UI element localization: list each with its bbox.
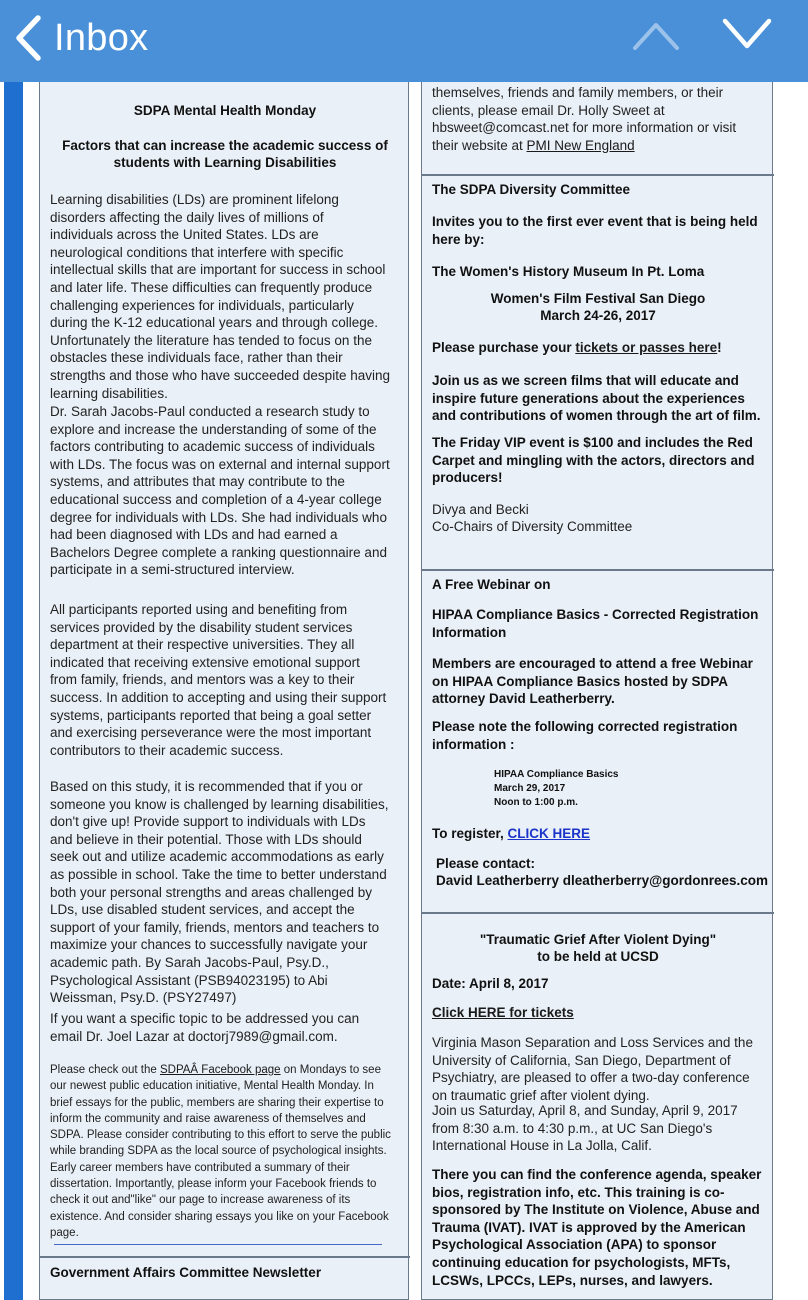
grief-tickets-link[interactable]: Click HERE for tickets: [432, 1005, 574, 1020]
webinar-heading: A Free Webinar on: [432, 577, 551, 592]
film-festival-name: Women's Film Festival San Diego: [490, 291, 706, 306]
diversity-signoff-names: Divya and Becki: [432, 502, 529, 517]
article-title: SDPA Mental Health Monday: [133, 103, 317, 118]
paragraph-findings: All participants reported using and benefiting from services provided by the disability student services department at their respective universities. They all indicated that receiving extensive emotional support from family, friends, and mentors was a key to their success. In addition to accepting and using their support systems, participants reported that being a goal setter and exercising perseverance were the most important contributors to their academic success.: [50, 602, 387, 758]
grief-date: Date: April 8, 2017: [432, 976, 549, 991]
next-message-button[interactable]: [722, 16, 772, 52]
pmi-new-england-link[interactable]: PMI New England: [526, 137, 635, 153]
top-navigation-bar: [0, 0, 808, 82]
grief-description: Virginia Mason Separation and Loss Services and the University of California, San Diego, Department of Psychiatry, are pleased to offer a two-day conference on traumatic grief after violent dying.: [432, 1035, 753, 1103]
government-affairs-heading: Government Affairs Committee Newsletter: [50, 1265, 322, 1280]
left-column: [39, 82, 409, 1300]
grief-tickets-line: [432, 1004, 762, 1022]
section-divider-grief: [422, 912, 774, 914]
purchase-tickets-line: Please purchase your tickets or passes here!: [432, 340, 722, 355]
pmi-continued-paragraph: themselves, friends and family members, or their clients, please email Dr. Holly Sweet at hbsweet@comcast.net for more information or visit their website at PMI New England: [432, 85, 737, 153]
back-label: Inbox: [54, 16, 149, 59]
webinar-detail-time: Noon to 1:00 p.m.: [494, 797, 578, 808]
message-body[interactable]: [23, 82, 808, 1300]
webinar-detail-date: March 29, 2017: [494, 783, 566, 794]
column-separator: [40, 1256, 410, 1258]
section-divider: [54, 1244, 382, 1245]
paragraph-study: Dr. Sarah Jacobs-Paul conducted a research study to explore and increase the understanding of some of the factors contributing to academic success of individuals with LDs. The focus was on external and internal support systems, and attributes that may contribute to the educational success and completion of a 4-year college degree for individuals with LDs. She had individuals who had been diagnosed with LDs and had earned a Bachelors Degree complete a ranking questionnaire and participate in a semi-structured interview.: [50, 404, 390, 578]
contact-value: David Leatherberry dleatherberry@gordonrees.com: [436, 873, 769, 888]
article-subtitle-line-2: students with Learning Disabilities: [113, 155, 337, 170]
diversity-heading: The SDPA Diversity Committee: [432, 182, 631, 197]
grief-title-line-2: to be held at UCSD: [537, 949, 659, 964]
diversity-signoff-title: Co-Chairs of Diversity Committee: [432, 519, 633, 534]
vip-event-paragraph: The Friday VIP event is $100 and includes the Red Carpet and mingling with the actors, directors and producers!: [432, 435, 755, 486]
diversity-join-paragraph: Join us as we screen films that will educate and inspire future generations about the experiences and contributions of women through the art of film.: [432, 373, 761, 424]
paragraph-facebook: Please check out the SDPAÂ Facebook page on Mondays to see our newest public education initiative, Mental Health Monday. In brief essays for the public, members are sharing their expertise to inform the community and raise awareness of themselves and SDPA. Please consider contributing to this effort to serve the public while branding SDPA as the local source of psychological insights. Early career members have contributed a summary of their dissertation. Importantly, please inform your Facebook friends to check it out and"like" our page to increase awareness of its existence. And consider sharing essays you like on your Facebook page.: [50, 1064, 391, 1239]
section-divider-diversity: [422, 174, 774, 176]
contact-label: Please contact:: [436, 856, 536, 871]
previous-message-button[interactable]: [632, 18, 680, 52]
paragraph-contact-email: If you want a specific topic to be addressed you can email Dr. Joel Lazar at doctorj7989@gmail.com.: [50, 1011, 360, 1044]
webinar-note: Please note the following corrected registration information :: [432, 719, 738, 752]
section-divider-webinar: [422, 569, 774, 571]
diversity-invite: Invites you to the first ever event that is being held here by:: [432, 214, 758, 247]
webinar-detail-title: HIPAA Compliance Basics: [494, 769, 619, 780]
diversity-venue: The Women's History Museum In Pt. Loma: [432, 264, 705, 279]
message-accent-stripe: [4, 82, 23, 1300]
back-to-inbox-button[interactable]: [14, 10, 148, 66]
register-line: To register, CLICK HERE: [432, 826, 591, 841]
click-here-register-link[interactable]: CLICK HERE: [507, 826, 591, 841]
paragraph-intro: Learning disabilities (LDs) are prominent lifelong disorders affecting the daily lives of millions of individuals across the United States. LDs are neurological conditions that interfere with specific intellectual skills that are important for success in school and later life. These difficulties can frequently produce challenging experiences for individuals, particularly during the K-12 educational years and through college. Unfortunately the literature has tended to focus on the obstacles these individuals face, rather than their strengths and those who have succeeded despite having learning disabilities.: [50, 192, 390, 401]
article-subtitle-line-1: Factors that can increase the academic success of: [62, 138, 388, 153]
webinar-title: HIPAA Compliance Basics - Corrected Registration Information: [432, 607, 759, 640]
grief-agenda-paragraph: There you can find the conference agenda, speaker bios, registration info, etc. This training is co-sponsored by The Institute on Violence, Abuse and Trauma (IVAT). IVAT is approved by the American Psychological Association (APA) to sponsor continuing education for psychologists, MFTs, LCSWs, LPCCs, LEPs, nurses, and lawyers.: [432, 1167, 762, 1288]
grief-schedule: Join us Saturday, April 8, and Sunday, April 9, 2017 from 8:30 a.m. to 4:30 p.m., at UC San Diego's International House in La Jolla, Calif.: [432, 1103, 738, 1154]
facebook-page-link[interactable]: SDPAÂ Facebook page: [159, 1064, 281, 1076]
paragraph-recommendations: Based on this study, it is recommended that if you or someone you know is challenged by learning disabilities, don't give up! Provide support to individuals with LDs and believe in their potential. Those with LDs should seek out and utilize academic accommodations as early as possible in school. Take the time to better understand both your personal strengths and areas challenged by LDs, use disabled student services, and accept the support of your family, friends, mentors and teachers to maximize your chances to successfully navigate your academic path. By Sarah Jacobs-Paul, Psy.D., Psychological Assistant (PSB94023195) to Abi Weissman, Psy.D. (PSY27497): [50, 779, 389, 1006]
grief-title-line-1: "Traumatic Grief After Violent Dying": [479, 932, 717, 947]
film-festival-dates: March 24-26, 2017: [540, 308, 656, 323]
tickets-passes-link[interactable]: tickets or passes here: [575, 340, 718, 355]
chevron-left-icon: [14, 14, 42, 62]
webinar-members-paragraph: Members are encouraged to attend a free Webinar on HIPAA Compliance Basics hosted by SDPA attorney David Leatherberry.: [432, 656, 753, 707]
right-column: [421, 82, 773, 1300]
